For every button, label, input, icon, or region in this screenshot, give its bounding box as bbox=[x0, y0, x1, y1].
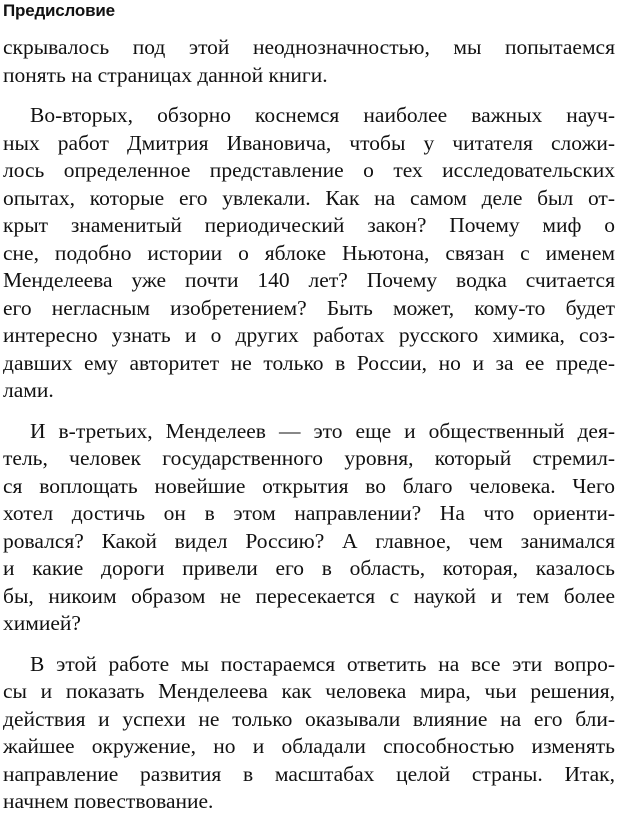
text-line: направление развития в масштабах целой страны. Итак, bbox=[3, 761, 615, 786]
text-line: понять на страницах данной книги. bbox=[3, 62, 328, 87]
text-line: жайшее окружение, но и обладали способностью изменять bbox=[3, 734, 615, 758]
text-line: крыт знаменитый периодический закон? Почему миф о bbox=[3, 213, 615, 237]
text-line: бы, никоим образом не пересекается с наукой и тем более bbox=[3, 583, 615, 608]
text-line: действия и успехи не только оказывали влияние на его бли- bbox=[3, 706, 615, 731]
text-line: давших ему авторитет не только в России, но и за ее преде- bbox=[3, 350, 615, 375]
text-line: его негласным изобретением? Быть может, кому-то будет bbox=[3, 295, 615, 320]
text-line: скрывалось под этой неоднозначностью, мы попытаемся bbox=[3, 35, 615, 59]
text-line: Менделеева уже почти 140 лет? Почему водка считается bbox=[3, 268, 615, 292]
text-line: В этой работе мы постараемся ответить на все эти вопро- bbox=[30, 651, 615, 676]
text-line: химией? bbox=[3, 611, 81, 635]
text-line: ся воплощать новейшие открытия во благо человека. Чего bbox=[3, 473, 615, 498]
text-line: Во-вторых, обзорно коснемся наиболее важных науч- bbox=[30, 103, 615, 127]
running-head: Предисловие bbox=[3, 1, 115, 20]
text-line: хотел достичь он в этом направлении? На что ориенти- bbox=[3, 501, 615, 525]
text-line: опытах, которые его увлекали. Как на самом деле был от- bbox=[3, 185, 615, 210]
text-line: интересно узнать и о других работах русского химика, соз- bbox=[3, 323, 615, 347]
paragraph bbox=[3, 34, 615, 89]
paragraph bbox=[3, 418, 615, 638]
text-line: ных работ Дмитрия Ивановича, чтобы у читателя сложи- bbox=[3, 130, 615, 155]
body-text bbox=[3, 34, 615, 829]
text-line: ровался? Какой видел Россию? А главное, чем занимался bbox=[3, 528, 615, 553]
text-line: тель, человек государственного уровня, который стремил- bbox=[3, 446, 615, 470]
paragraph bbox=[3, 102, 615, 405]
text-line: сне, подобно истории о яблоке Ньютона, связан с именем bbox=[3, 240, 615, 265]
text-line: начнем повествование. bbox=[3, 789, 214, 813]
text-line: лось определенное представление о тех исследовательских bbox=[3, 158, 615, 182]
paragraph bbox=[3, 651, 615, 816]
text-line: сы и показать Менделеева как человека мира, чьи решения, bbox=[3, 679, 615, 703]
text-line: и какие дороги привели его в область, которая, казалось bbox=[3, 556, 615, 580]
text-line: лами. bbox=[3, 378, 54, 402]
text-line: И в-третьих, Менделеев — это еще и общественный дея- bbox=[30, 418, 615, 443]
